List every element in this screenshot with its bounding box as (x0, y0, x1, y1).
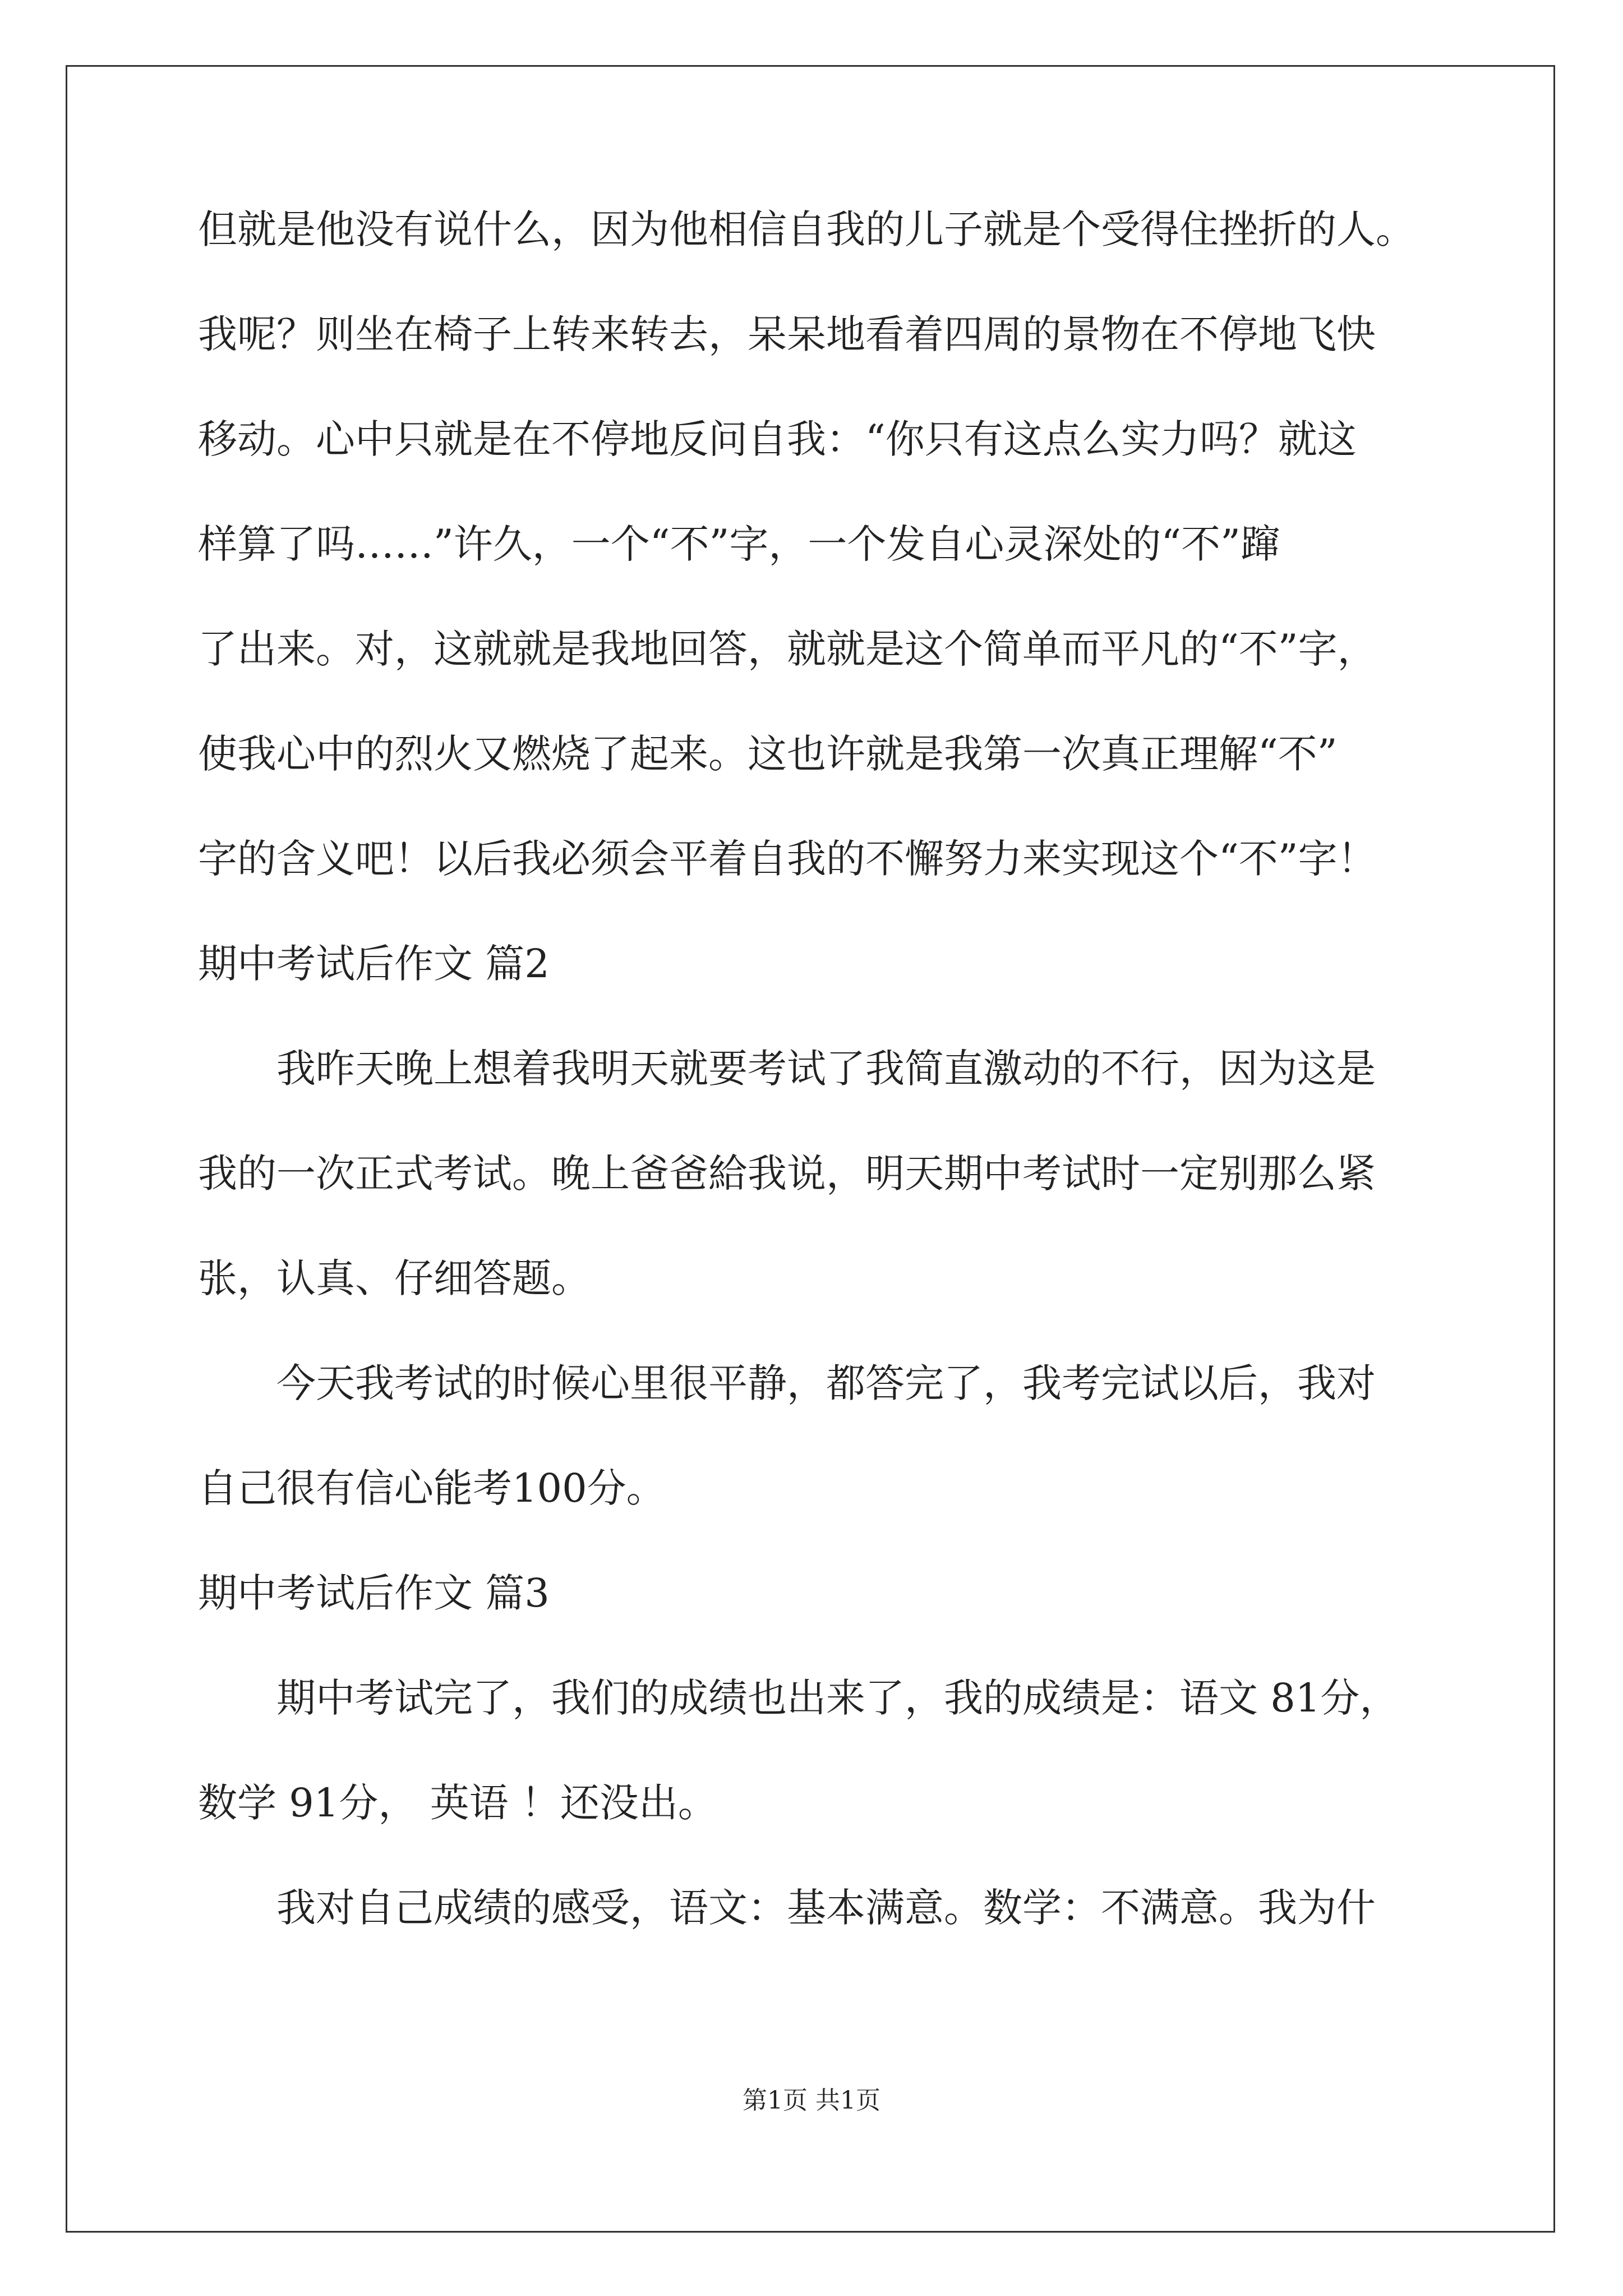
text-line: 样算了吗……”许久，一个“不”字，一个发自心灵深处的“不”蹿 (198, 521, 1280, 567)
text-line: 字的含义吧！以后我必须会平着自我的不懈努力来实现这个“不”字！ (198, 836, 1377, 882)
text-line: 期中考试完了，我们的成绩也出来了，我的成绩是：语文 81分， (276, 1675, 1399, 1721)
text-line: 数学 91分， 英语 ！还没出。 (198, 1780, 717, 1826)
text-line: 我昨天晚上想着我明天就要考试了我简直激动的不行，因为这是 (276, 1046, 1376, 1092)
text-line: 我的一次正式考试。晚上爸爸給我说，明天期中考试时一定别那么紧 (198, 1151, 1376, 1197)
text-line: 了出来。对，这就就是我地回答，就就是这个简单而平凡的“不”字， (198, 626, 1377, 672)
text-line: 使我心中的烈火又燃烧了起来。这也许就是我第一次真正理解“不” (198, 731, 1338, 777)
text-line: 我对自己成绩的感受，语文：基本满意。数学：不满意。我为什 (276, 1885, 1376, 1931)
text-line: 张，认真、仔细答题。 (198, 1255, 591, 1301)
section-heading: 期中考试后作文 篇3 (198, 1570, 550, 1616)
text-line: 自己很有信心能考100分。 (198, 1465, 666, 1511)
text-line: 但就是他没有说什么，因为他相信自我的儿子就是个受得住挫折的人。 (198, 206, 1415, 252)
text-line: 我呢？则坐在椅子上转来转去，呆呆地看着四周的景物在不停地飞快 (198, 311, 1376, 357)
page-number-footer: 第1页 共1页 (743, 2086, 880, 2115)
section-heading: 期中考试后作文 篇2 (198, 941, 550, 987)
text-line: 移动。心中只就是在不停地反问自我：“你只有这点么实力吗？就这 (198, 416, 1357, 462)
text-line: 今天我考试的时候心里很平静，都答完了，我考完试以后，我对 (276, 1360, 1376, 1406)
document-body (198, 206, 1460, 1992)
